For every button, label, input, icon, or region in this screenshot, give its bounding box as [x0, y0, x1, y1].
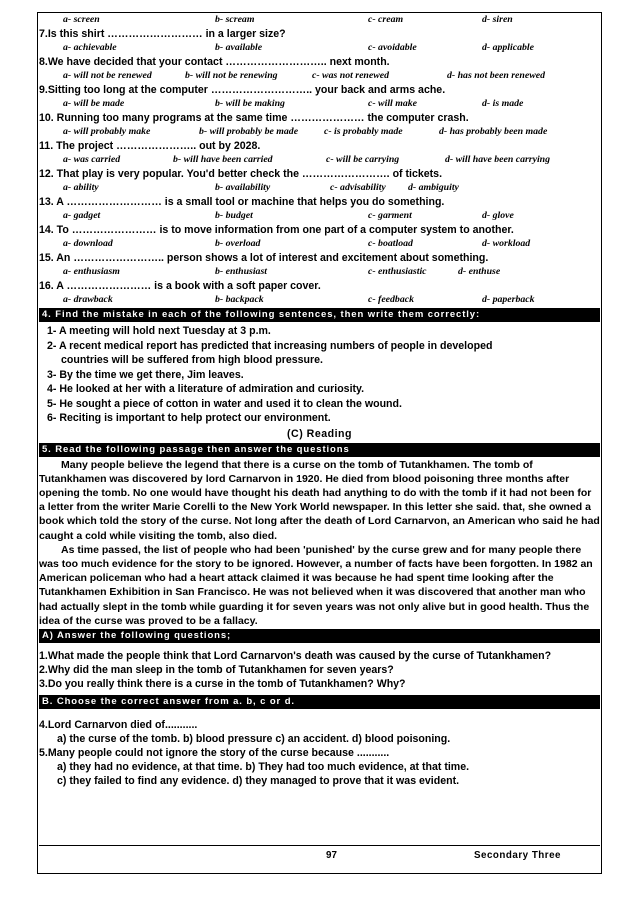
- option-a: a- gadget: [63, 210, 101, 221]
- option-d: d- has not been renewed: [447, 70, 545, 81]
- reading-paragraph: As time passed, the list of people who had been 'punished' by the curse grew and for many people there was too much evidence for the story to be ignored. However, a number of facts have been forgotten. In 1982 an American policeman who had a heart attack claimed it was because he had spent time looking after the Tutankhamen Exhibition in San Francisco. He was not believed when it was discovered that another man who had actually slept in the tomb while guarding it for seven years was not only alive but in good health. Thus the idea of the curse was proved to be a fallacy.: [39, 543, 593, 627]
- option-b: b- budget: [215, 210, 253, 221]
- question-13: 13. A ……………………… is a small tool or machine that helps you do something.: [39, 196, 445, 208]
- list-item: 3- By the time we get there, Jim leaves.: [47, 368, 244, 381]
- question-16: 16. A …………………… is a book with a soft paper cover.: [39, 280, 321, 292]
- option-a: a- will be made: [63, 98, 125, 109]
- options-row: [39, 41, 600, 55]
- question: 3.Do you really think there is a curse in the tomb of Tutankhamen? Why?: [39, 677, 406, 690]
- option-c: c- was not renewed: [312, 70, 390, 81]
- options-row: [39, 13, 600, 27]
- option-c: c- advisability: [330, 182, 386, 193]
- options-row: [39, 181, 600, 195]
- option-d: d- will have been carrying: [445, 154, 551, 165]
- options-row: [39, 153, 600, 167]
- option-c: c- enthusiastic: [368, 266, 427, 277]
- option-a: a- screen: [63, 14, 100, 25]
- option-d: d- ambiguity: [408, 182, 459, 193]
- option-d: d- glove: [482, 210, 514, 221]
- question: 4.Lord Carnarvon died of...........: [39, 718, 198, 731]
- reading-title: (C) Reading: [287, 427, 352, 440]
- list-item: 1- A meeting will hold next Tuesday at 3 p.m.: [47, 325, 271, 337]
- section-4-heading: 4. Find the mistake in each of the following sentences, then write them correctly:: [39, 308, 600, 322]
- question-9: 9.Sitting too long at the computer ……………………….. your back and arms ache.: [39, 84, 446, 96]
- question: 5.Many people could not ignore the story of the curse because ...........: [39, 746, 390, 759]
- options-row: [39, 265, 600, 279]
- option-c: c- garment: [368, 210, 412, 221]
- option-b: b- scream: [215, 14, 255, 25]
- question-14: 14. To …………………… is to move information from one part of a computer system to another.: [39, 224, 514, 236]
- question-7: 7.Is this shirt ……………………… in a larger size?: [39, 28, 286, 40]
- option-c: c- will be carrying: [326, 154, 400, 165]
- options-row: [39, 293, 600, 307]
- question-15: 15. An …………………….. person shows a lot of interest and excitement about something.: [39, 252, 489, 264]
- question-11: 11. The project ………………….. out by 2028.: [39, 140, 261, 152]
- option-b: b- enthusiast: [215, 266, 267, 277]
- option-a: a- drawback: [63, 294, 113, 305]
- option-b: b- overload: [215, 238, 261, 249]
- page-number: 97: [326, 850, 337, 861]
- option-a: a- download: [63, 238, 113, 249]
- option-a: a- will not be renewed: [63, 70, 152, 81]
- option-b: b- will have been carried: [173, 154, 273, 165]
- question-12: 12. That play is very popular. You'd better check the ……………………. of tickets.: [39, 168, 443, 180]
- options-row: [39, 237, 600, 251]
- options-row: [39, 69, 600, 83]
- option-d: d- paperback: [482, 294, 535, 305]
- answer-options: a) the curse of the tomb. b) blood pressure c) an accident. d) blood poisoning.: [57, 732, 451, 745]
- grade-label: Secondary Three: [474, 850, 561, 861]
- option-d: d- workload: [482, 238, 531, 249]
- option-d: d- enthuse: [458, 266, 501, 277]
- list-item: 5- He sought a piece of cotton in water and used it to clean the wound.: [47, 397, 402, 410]
- option-c: c- feedback: [368, 294, 414, 305]
- reading-heading: 5. Read the following passage then answer the questions: [39, 443, 600, 457]
- option-d: d- is made: [482, 98, 524, 109]
- mistakes-list: [39, 324, 600, 426]
- options-row: [39, 209, 600, 223]
- question-10: 10. Running too many programs at the same time ………………… the computer crash.: [39, 112, 469, 124]
- answer-options: a) they had no evidence, at that time. b) They had too much evidence, at that time.: [57, 760, 470, 773]
- list-item: 6- Reciting is important to help protect our environment.: [47, 412, 331, 424]
- option-c: c- is probably made: [324, 126, 403, 137]
- reading-paragraph: Many people believe the legend that there is a curse on the tomb of Tutankhamen. The tomb of Tutankhamen was discovered by lord Carnarvon in 1920. He died from blood poisoning three months after opening the tomb. No one would have thought his death had anything to do with the tomb if it had not been for a letter from the writer Marie Corelli to the New York World newspaper. In this letter she said. that, she owned a book which told the story of the curse. Not long after the death of Lord Carnarvon, an American who said he had caught a cold while visiting the tomb, also died.: [39, 458, 600, 542]
- option-c: c- boatload: [368, 238, 413, 249]
- option-b: b- backpack: [215, 294, 264, 305]
- option-d: d- has probably been made: [439, 126, 548, 137]
- option-c: c- will make: [368, 98, 417, 109]
- option-b: b- will be making: [215, 98, 285, 109]
- question: 1.What made the people think that Lord Carnarvon's death was caused by the curse of Tutankhamen?: [39, 649, 552, 662]
- option-b: b- will not be renewing: [185, 70, 278, 81]
- options-row: [39, 125, 600, 139]
- option-a: a- will probably make: [63, 126, 151, 137]
- option-a: a- was carried: [63, 154, 121, 165]
- option-c: c- avoidable: [368, 42, 417, 53]
- option-d: d- siren: [482, 14, 513, 25]
- question-8: 8.We have decided that your contact ……………………….. next month.: [39, 56, 390, 68]
- worksheet-content: [39, 13, 600, 788]
- option-a: a- ability: [63, 182, 99, 193]
- option-b: b- available: [215, 42, 263, 53]
- option-a: a- enthusiasm: [63, 266, 120, 277]
- part-b-heading: B. Choose the correct answer from a. b, c or d.: [39, 695, 600, 709]
- option-b: b- availability: [215, 182, 271, 193]
- list-item: countries will be suffered from high blood pressure.: [61, 354, 323, 366]
- page-footer: [39, 845, 600, 862]
- question: 2.Why did the man sleep in the tomb of Tutankhamen for seven years?: [39, 663, 394, 676]
- part-a-heading: A) Answer the following questions;: [39, 629, 600, 643]
- answer-options: c) they failed to find any evidence. d) they managed to prove that it was evident.: [57, 774, 460, 787]
- option-c: c- cream: [368, 14, 404, 25]
- list-item: 2- A recent medical report has predicted that increasing numbers of people in developed: [47, 339, 493, 352]
- list-item: 4- He looked at her with a literature of admiration and curiosity.: [47, 383, 365, 395]
- option-b: b- will probably be made: [199, 126, 299, 137]
- option-d: d- applicable: [482, 42, 534, 53]
- options-row: [39, 97, 600, 111]
- option-a: a- achievable: [63, 42, 117, 53]
